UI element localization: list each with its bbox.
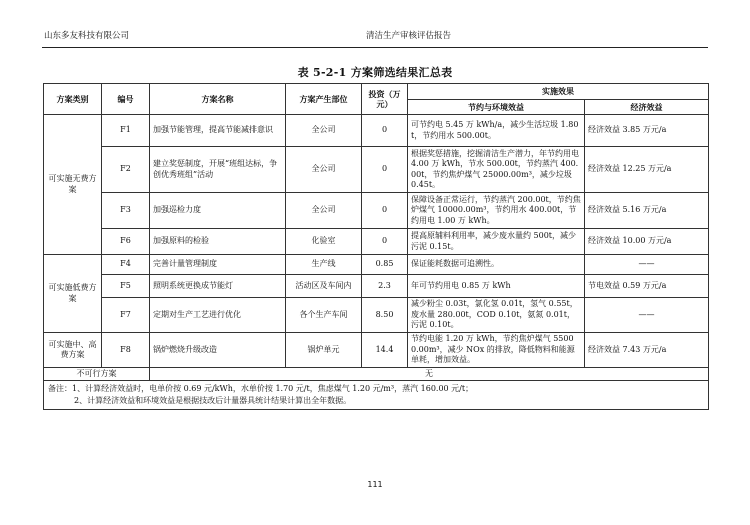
col-investment: 投资（万元） xyxy=(362,84,408,115)
row-id: F5 xyxy=(102,275,150,298)
row-id: F4 xyxy=(102,255,150,275)
col-env-benefit: 节约与环境效益 xyxy=(408,100,585,115)
row-eco: 经济效益 7.43 万元/a xyxy=(585,333,709,368)
row-dept: 活动区及车间内 xyxy=(286,275,362,298)
row-eco: 经济效益 3.85 万元/a xyxy=(585,115,709,147)
header-report-title: 清洁生产审核评估报告 xyxy=(366,31,452,41)
row-id: F7 xyxy=(102,298,150,333)
row-name: 加强巡检力度 xyxy=(150,193,286,229)
row-dept: 化验室 xyxy=(286,229,362,255)
table-row xyxy=(44,255,709,275)
row-dept: 全公司 xyxy=(286,115,362,147)
table-row xyxy=(44,193,709,229)
row-eco: 经济效益 10.00 万元/a xyxy=(585,229,709,255)
header-company: 山东多友科技有限公司 xyxy=(44,31,130,41)
row-invest: 0.85 xyxy=(362,255,408,275)
table-title: 表 5-2-1 方案筛选结果汇总表 xyxy=(297,66,453,79)
table-row-not-feasible xyxy=(44,368,709,381)
row-name: 照明系统更换成节能灯 xyxy=(150,275,286,298)
row-eco: 经济效益 5.16 万元/a xyxy=(585,193,709,229)
page-number: 111 xyxy=(367,480,383,489)
row-invest: 8.50 xyxy=(362,298,408,333)
row-dept: 全公司 xyxy=(286,147,362,193)
row-id: F1 xyxy=(102,115,150,147)
row-eco: —— xyxy=(585,298,709,333)
row-eco: 节电效益 0.59 万元/a xyxy=(585,275,709,298)
row-dept: 生产线 xyxy=(286,255,362,275)
table-row xyxy=(44,275,709,298)
header-row-1 xyxy=(44,84,709,100)
row-invest: 0 xyxy=(362,115,408,147)
row-invest: 14.4 xyxy=(362,333,408,368)
row-env: 保证能耗数据可追溯性。 xyxy=(408,255,585,275)
row-invest: 2.3 xyxy=(362,275,408,298)
row-invest: 0 xyxy=(362,193,408,229)
row-env: 年可节约用电 0.85 万 kWh xyxy=(408,275,585,298)
row-env: 保障设备正常运行，节约蒸汽 200.00t，节约焦炉煤气 10000.00m³，节约用水 400.00t，节约用电 1.00 万 kWh。 xyxy=(408,193,585,229)
notes-row xyxy=(44,381,709,409)
table-row xyxy=(44,147,709,193)
note-line-2: 2、计算经济效益和环境效益是根据技改后计量器具统计结果计算出全年数据。 xyxy=(74,395,352,405)
row-name: 定期对生产工艺进行优化 xyxy=(150,298,286,333)
row-dept: 全公司 xyxy=(286,193,362,229)
row-name: 完善计量管理制度 xyxy=(150,255,286,275)
group-low-cost: 可实施低费方案 xyxy=(44,255,102,333)
row-env: 节约电能 1.20 万 kWh，节约焦炉煤气 55000.00m³，减少 NOx 的排放，降低物料和能源单耗，增加效益。 xyxy=(408,333,585,368)
group-mid-high: 可实施中、高费方案 xyxy=(44,333,102,368)
table-row xyxy=(44,333,709,368)
group-no-cost: 可实施无费方案 xyxy=(44,115,102,255)
col-number: 编号 xyxy=(102,84,150,115)
col-category: 方案类别 xyxy=(44,84,102,115)
summary-table xyxy=(43,83,709,410)
row-invest: 0 xyxy=(362,147,408,193)
row-env: 可节约电 5.45 万 kWh/a，减少生活垃圾 1.80t，节约用水 500.00t。 xyxy=(408,115,585,147)
col-eco-benefit: 经济效益 xyxy=(585,100,709,115)
table-row xyxy=(44,229,709,255)
row-env: 根据奖惩措施，挖掘清洁生产潜力，年节约用电 4.00 万 kWh，节水 500.00t，节约蒸汽 400.00t，节约焦炉煤气 25000.00m³，减少垃圾 0.45t。 xyxy=(408,147,585,193)
row-id: F3 xyxy=(102,193,150,229)
row-name: 建立奖惩制度，开展“班组达标，争创优秀班组”活动 xyxy=(150,147,286,193)
note-line-1: 备注：1、计算经济效益时，电单价按 0.69 元/kWh，水单价按 1.70 元/t，焦虑煤气 1.20 元/m³，蒸汽 160.00 元/t； xyxy=(48,384,474,394)
row-name: 加强节能管理，提高节能减排意识 xyxy=(150,115,286,147)
row-env: 提高原辅料利用率，减少废水量约 500t，减少污泥 0.15t。 xyxy=(408,229,585,255)
table-row xyxy=(44,298,709,333)
row-eco: 经济效益 12.25 万元/a xyxy=(585,147,709,193)
table-notes xyxy=(44,381,709,409)
header-rule xyxy=(42,47,708,48)
row-dept: 锅炉单元 xyxy=(286,333,362,368)
row-eco: —— xyxy=(585,255,709,275)
row-name: 锅炉燃烧升级改造 xyxy=(150,333,286,368)
row-env: 减少粉尘 0.03t，氯化氢 0.01t，氢气 0.55t，废水量 280.00t，COD 0.10t，氨氮 0.01t，污泥 0.10t。 xyxy=(408,298,585,333)
col-department: 方案产生部位 xyxy=(286,84,362,115)
row-name: 加强原料的检验 xyxy=(150,229,286,255)
row-id: F2 xyxy=(102,147,150,193)
col-name: 方案名称 xyxy=(150,84,286,115)
row-invest: 0 xyxy=(362,229,408,255)
col-effects: 实施效果 xyxy=(408,84,709,100)
row-id: F8 xyxy=(102,333,150,368)
row-id: F6 xyxy=(102,229,150,255)
row-dept: 各个生产车间 xyxy=(286,298,362,333)
table-row xyxy=(44,115,709,147)
not-feasible-value: 无 xyxy=(150,368,709,381)
group-not-feasible: 不可行方案 xyxy=(44,368,150,381)
